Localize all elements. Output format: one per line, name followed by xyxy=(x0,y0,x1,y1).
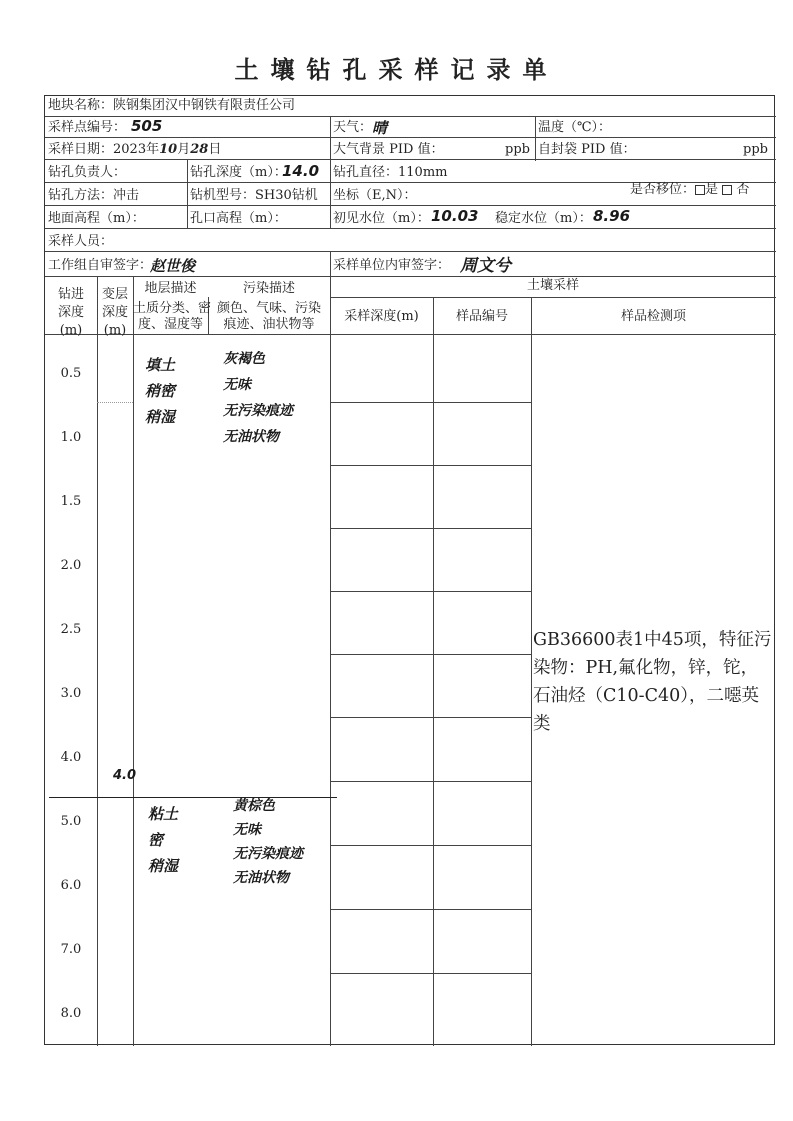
pid-bag-label: 自封袋 PID 值： xyxy=(538,142,636,157)
self-check-signature: 赵世俊 xyxy=(150,257,196,275)
depth-mark: 7.0 xyxy=(60,942,82,957)
drill-lead-label: 钻孔负责人： xyxy=(48,165,127,180)
col-soil-sampling: 土壤采样 xyxy=(526,278,579,293)
samplers-label: 采样人员： xyxy=(48,234,114,249)
depth-mark: 2.5 xyxy=(60,622,82,637)
stable-water-value: 8.96 xyxy=(593,207,631,225)
col-test-items: 样品检测项 xyxy=(620,309,686,324)
layer-1-strata: 填土 稍密 稍湿 xyxy=(145,356,176,426)
moved-field: 是否移位： 是 否 xyxy=(630,182,750,197)
depth-mark: 3.0 xyxy=(60,686,82,701)
internal-check-signature: 周文兮 xyxy=(460,256,511,276)
initial-water-value: 10.03 xyxy=(431,207,479,225)
record-form xyxy=(44,95,775,1045)
col-pollution-sub: 颜色、气味、污染 痕迹、油状物等 xyxy=(216,301,321,332)
drill-diameter: 钻孔直径：110mm xyxy=(333,165,448,180)
drill-depth-label: 钻孔深度（m）： xyxy=(190,165,287,180)
col-strata: 地层描述 xyxy=(144,281,197,296)
internal-check-label: 采样单位内审签字： xyxy=(333,258,451,273)
drill-method: 钻孔方法：冲击 xyxy=(48,188,140,203)
layer-2-pollution: 黄棕色 无味 无污染痕迹 无油状物 xyxy=(233,798,303,886)
sample-point-value: 505 xyxy=(131,117,163,135)
col-drill-depth: 钻进 深度 (m) xyxy=(57,287,84,338)
depth-mark: 4.0 xyxy=(60,750,82,765)
layer-change-value: 4.0 xyxy=(113,768,137,783)
sample-date: 采样日期：2023年10月28日 xyxy=(48,142,222,157)
sample-point-label: 采样点编号： xyxy=(48,120,127,135)
layer-2-strata: 粘土 密 稍湿 xyxy=(148,805,179,875)
col-pollution: 污染描述 xyxy=(242,281,295,296)
moved-yes-checkbox[interactable] xyxy=(695,185,705,195)
depth-mark: 1.0 xyxy=(60,430,82,445)
stable-water-label: 稳定水位（m）： xyxy=(495,211,592,226)
rig-model: 钻机型号：SH30钻机 xyxy=(190,188,318,203)
temperature-label: 温度（℃）： xyxy=(538,120,612,135)
weather-label: 天气： xyxy=(333,120,373,135)
layer-1-pollution: 灰褐色 无味 无污染痕迹 无油状物 xyxy=(223,351,293,445)
coords-label: 坐标（E,N）： xyxy=(333,188,417,203)
pid-air-unit: ppb xyxy=(505,142,530,157)
initial-water-label: 初见水位（m）： xyxy=(333,211,430,226)
depth-mark: 5.0 xyxy=(60,814,82,829)
moved-no-checkbox[interactable] xyxy=(722,185,732,195)
ground-elev-label: 地面高程（m）： xyxy=(48,211,145,226)
depth-mark: 0.5 xyxy=(60,366,82,381)
pid-bag-unit: ppb xyxy=(743,142,768,157)
form-title: 土壤钻孔采样记录单 xyxy=(234,55,559,84)
col-sample-id: 样品编号 xyxy=(455,309,508,324)
depth-mark: 6.0 xyxy=(60,878,82,893)
drill-depth-value: 14.0 xyxy=(282,162,320,180)
hole-elev-label: 孔口高程（m）： xyxy=(190,211,287,226)
self-check-label: 工作组自审签字： xyxy=(48,258,153,273)
depth-mark: 1.5 xyxy=(60,494,82,509)
pid-air-label: 大气背景 PID 值： xyxy=(333,142,444,157)
test-items-text: GB36600表1中45项，特征污染物：PH,氟化物，锌，铊，石油烃（C10-C40），二噁英类 xyxy=(533,630,772,734)
depth-mark: 8.0 xyxy=(60,1006,82,1021)
col-sampling-depth: 采样深度(m) xyxy=(344,309,419,324)
depth-mark: 2.0 xyxy=(60,558,82,573)
weather-value: 晴 xyxy=(372,119,388,137)
col-layer-change: 变层 深度 (m) xyxy=(101,287,128,338)
plot-name: 地块名称：陕钢集团汉中钢铁有限责任公司 xyxy=(48,98,296,113)
col-strata-sub: 土质分类、密 度、湿度等 xyxy=(133,301,212,332)
